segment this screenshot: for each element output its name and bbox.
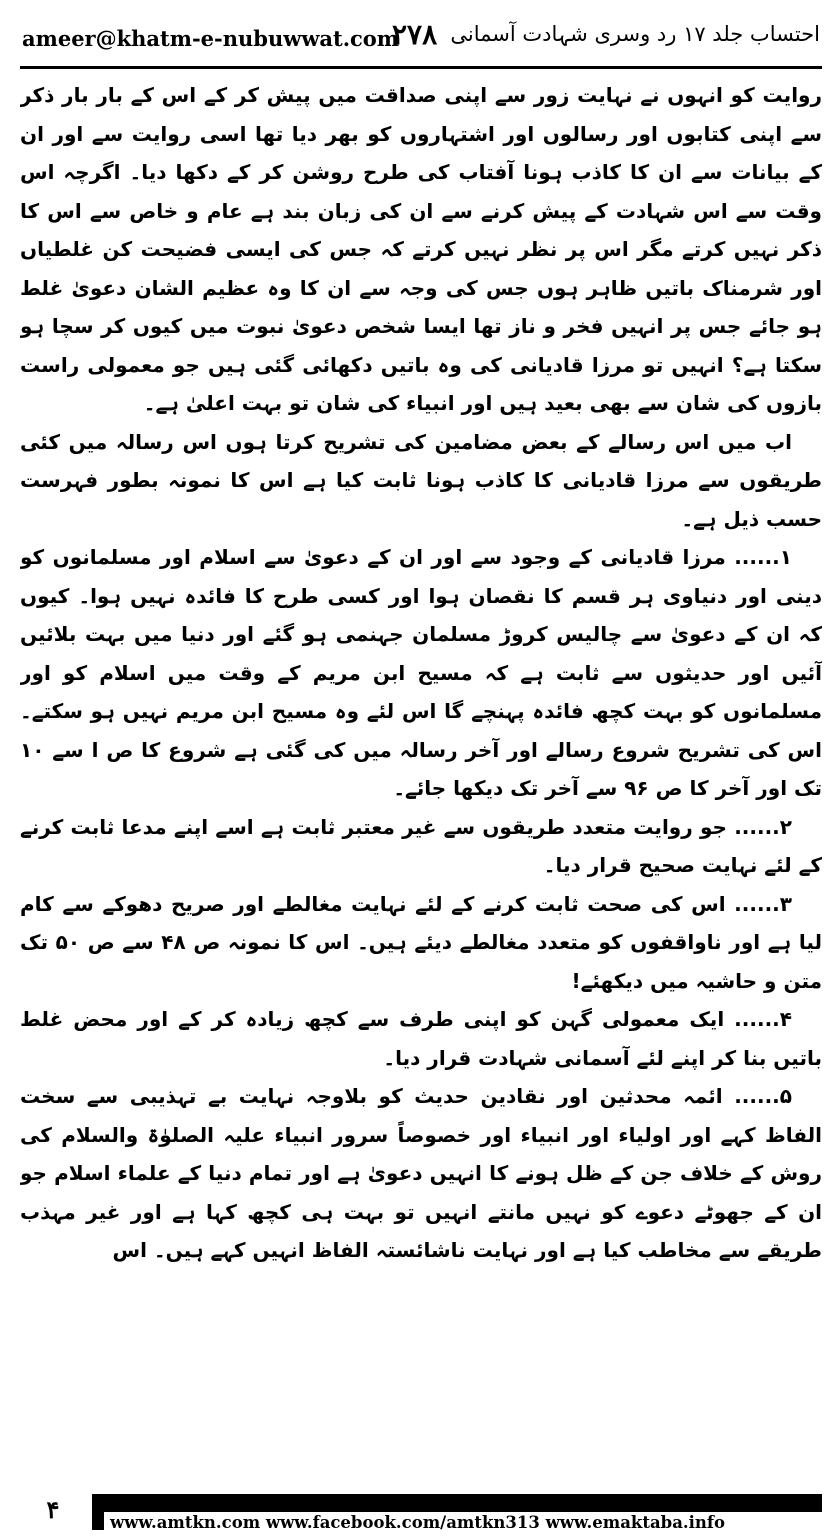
body-paragraph: اب میں اس رسالے کے بعض مضامین کی تشریح کرتا ہوں اس رسالہ میں کئی طریقوں سے مرزا قادیانی کا کاذب ہونا ثابت کیا ہے اس کا نمونہ بطور فہرست حسب ذیل ہے۔ xyxy=(20,429,822,531)
header-book-title: احتساب جلد ۱۷ رد وسری شہادت آسمانی xyxy=(450,22,820,46)
footer-page-number: ۴ xyxy=(20,1490,86,1534)
body-text xyxy=(20,76,822,1486)
page-header xyxy=(20,6,822,69)
body-paragraph: ۲...... جو روایت متعدد طریقوں سے غیر معتبر ثابت ہے اسے اپنے مدعا ثابت کرنے کے لئے نہایت صحیح قرار دیا۔ xyxy=(20,814,822,877)
body-paragraph: ۴...... ایک معمولی گہن کو اپنی طرف سے کچھ زیادہ کر کے اور محض غلط باتیں بنا کر اپنے لئے آسمانی شہادت قرار دیا۔ xyxy=(20,1007,822,1070)
body-paragraph: ۱...... مرزا قادیانی کے وجود سے اور ان کے دعویٰ سے اسلام اور مسلمانوں کو دینی اور دنیاوی ہر قسم کا نقصان ہوا اور کسی طرح کا فائدہ نہیں ہوا۔ کیوں کہ ان کے دعویٰ سے چالیس کروڑ مسلمان جہنمی ہو گئے اور دنیا میں بہت بلائیں آئیں اور حدیثوں سے ثابت ہے کہ مسیح ابن مریم کے وقت میں اسلام کو اور مسلمانوں کو بہت کچھ فائدہ پہنچے گا اس لئے وہ مسیح ابن مریم نہیں ہو سکتے۔ اس کی تشریح شروع رسالے اور آخر رسالہ میں کی گئی ہے شروع کا ص ا سے ۱۰ تک اور آخر کا ص ۹۶ سے آخر تک دیکھا جائے۔ xyxy=(20,545,822,800)
body-paragraph: ۳...... اس کی صحت ثابت کرنے کے لئے نہایت مغالطے اور صریح دھوکے سے کام لیا ہے اور ناواقفوں کو متعدد مغالطے دیئے ہیں۔ اس کا نمونہ ص ۴۸ سے ص ۵۰ تک متن و حاشیہ میں دیکھئے! xyxy=(20,891,822,993)
header-email: ameer@khatm-e-nubuwwat.com xyxy=(22,26,400,51)
footer-links: www.amtkn.com www.facebook.com/amtkn313 www.emaktaba.info xyxy=(104,1512,822,1534)
body-paragraph: روایت کو انہوں نے نہایت زور سے اپنی صداقت میں پیش کر کے اس کے بار بار ذکر سے اپنی کتابوں اور رسالوں اور اشتہاروں کو بھر دیا تھا اسی روایت سے اور ان کے بیانات سے ان کا کاذب ہونا آفتاب کی طرح روشن کر کے دکھا دیا۔ اگرچہ اس وقت سے اس شہادت کے پیش کرنے سے ان کی زبان بند ہے عام و خاص سے اس کا ذکر نہیں کرتے مگر اس پر نظر نہیں کرتے کہ جس کی ایسی فضیحت کن غلطیاں اور شرمناک باتیں ظاہر ہوں جس کی وجہ سے ان کا وہ عظیم الشان دعویٰ غلط ہو جائے جس پر انہیں فخر و ناز تھا ایسا شخص دعویٰ نبوت میں کیوں کر سچا ہو سکتا ہے؟ انہیں تو مرزا قادیانی کی وہ باتیں دکھائی گئی ہیں جو معمولی راست بازوں کی شان سے بھی بعید ہیں اور انبیاء کی شان تو بہت اعلیٰ ہے۔ xyxy=(20,83,822,415)
page-footer xyxy=(20,1490,822,1534)
body-paragraph: ۵...... ائمہ محدثین اور نقادین حدیث کو بلاوجہ نہایت بے تہذیبی سے سخت الفاظ کہے اور اولیاء اور انبیاء اور خصوصاً سرور انبیاء علیہ الصلوٰۃ والسلام کی روش کے خلاف جن کے ظل ہونے کا انہیں دعویٰ ہے اور تمام دنیا کے علماء اسلام جو ان کے جھوٹے دعوے کو نہیں مانتے انہیں تو بہت ہی کچھ کہا ہے اور غیر مہذب طریقے سے مخاطب کیا ہے اور نہایت ناشائستہ الفاظ انہیں کہے ہیں۔ اس xyxy=(20,1084,822,1262)
header-page-number: ۲۷۸ xyxy=(392,18,438,51)
